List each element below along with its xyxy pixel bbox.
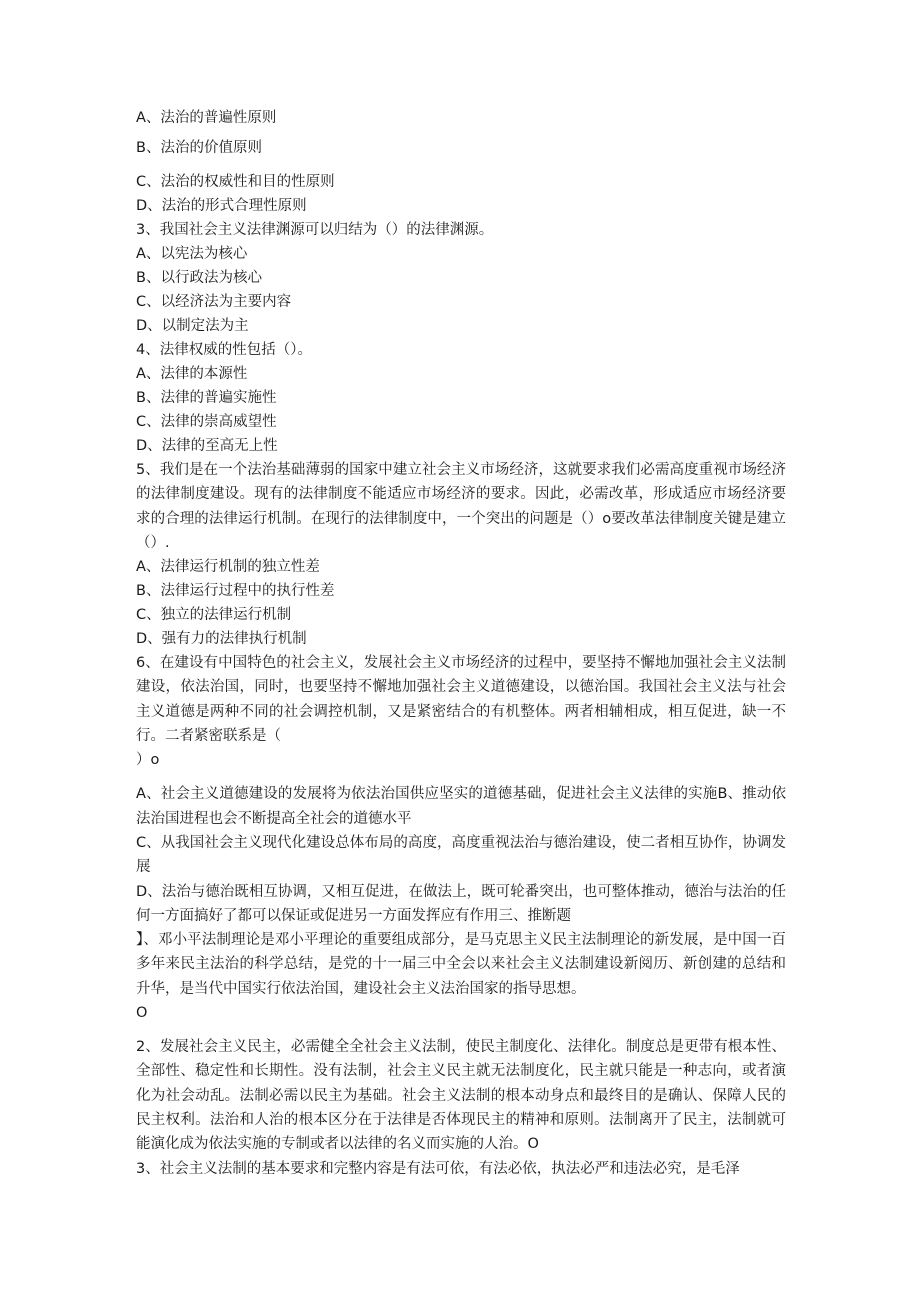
judge-item-1-mark: O — [136, 1005, 148, 1022]
q6-option-d: D、法治与德治既相互协调，又相互促进，在做法上，既可轮番突出，也可整体推动，德治与法治的任何一方面搞好了都可以保证或促进另一方面发挥应有作用三、推断题 — [136, 883, 786, 924]
q3-option-b: B、以行政法为核心 — [136, 270, 262, 286]
q2-option-d: D、法治的形式合理性原则 — [136, 198, 307, 214]
q4-stem: 4、法律权威的性包括（）。 — [136, 342, 312, 358]
q3-option-c: C、以经济法为主要内容 — [136, 294, 292, 310]
judge-item-3: 3、社会主义法制的基本要求和完整内容是有法可依，有法必依，执法必严和违法必究，是毛泽 — [136, 1160, 740, 1177]
q5-option-d: D、强有力的法律执行机制 — [136, 631, 307, 648]
q5-option-a: A、法律运行机制的独立性差 — [136, 559, 320, 576]
q2-option-b: B、法治的价值原则 — [136, 140, 262, 156]
q5-option-b: B、法律运行过程中的执行性差 — [136, 583, 335, 600]
q3-stem: 3、我国社会主义法律渊源可以归结为（）的法律渊源。 — [136, 222, 494, 238]
q4-option-d: D、法律的至高无上性 — [136, 438, 278, 454]
q6-stem: 6、在建设有中国特色的社会主义，发展社会主义市场经济的过程中，要坚持不懈地加强社会主义法制建设，依法治国，同时，也要坚持不懈地加强社会主义道德建设，以德治国。我国社会主义法与社会主义道德是两种不同的社会调控机制，又是紧密结合的有机整体。两者相辅相成，相互促进，缺一不行。二者紧密联系是（ — [136, 655, 786, 745]
q6-stem-end: ）o — [136, 752, 160, 769]
q6-option-ab: A、社会主义道德建设的发展将为依法治国供应坚实的道德基础，促进社会主义法律的实施B、推动依法治国进程也会不断提高全社会的道德水平 — [136, 786, 786, 827]
document-body — [136, 106, 786, 1181]
q5-stem: 5、我们是在一个法治基础薄弱的国家中建立社会主义市场经济，这就要求我们必需高度重视市场经济的法律制度建设。现有的法律制度不能适应市场经济的要求。因此，必需改革，形成适应市场经济要求的合理的法律运行机制。在现行的法律制度中，一个突出的问题是（）o要改革法律制度关键是建立（）. — [136, 462, 786, 551]
q2-option-a: A、法治的普遍性原则 — [136, 110, 277, 126]
q4-option-a: A、法律的本源性 — [136, 366, 248, 382]
judge-item-1: 】、邓小平法制理论是邓小平理论的重要组成部分，是马克思主义民主法制理论的新发展，是中国一百多年来民主法治的科学总结，是党的十一届三中全会以来社会主义法制建设新阅历、新创建的总结和升华，是当代中国实行依法治国，建设社会主义法治国家的指导思想。 — [136, 932, 786, 997]
q6-option-c: C、从我国社会主义现代化建设总体布局的高度，高度重视法治与德治建设，使二者相互协作，协调发展 — [136, 834, 786, 876]
judge-item-2: 2、发展社会主义民主，必需健全全社会主义法制，使民主制度化、法律化。制度总是更带有根本性、全部性、稳定性和长期性。没有法制，社会主义民主就无法制度化，民主就只能是一种志向，或者演化为社会动乱。法制必需以民主为基础。社会主义法制的根本动身点和最终目的是确认、保障人民的民主权利。法治和人治的根本区分在于法律是否体现民主的精神和原则。法制离开了民主，法制就可能演化成为依法实施的专制或者以法律的名义而实施的人治。O — [136, 1039, 786, 1153]
q4-option-c: C、法律的崇高威望性 — [136, 414, 277, 430]
q2-option-c: C、法治的权威性和目的性原则 — [136, 174, 335, 190]
q4-option-b: B、法律的普遍实施性 — [136, 390, 277, 406]
q3-option-d: D、以制定法为主 — [136, 318, 249, 334]
q3-option-a: A、以宪法为核心 — [136, 246, 248, 262]
q5-option-c: C、独立的法律运行机制 — [136, 607, 292, 624]
